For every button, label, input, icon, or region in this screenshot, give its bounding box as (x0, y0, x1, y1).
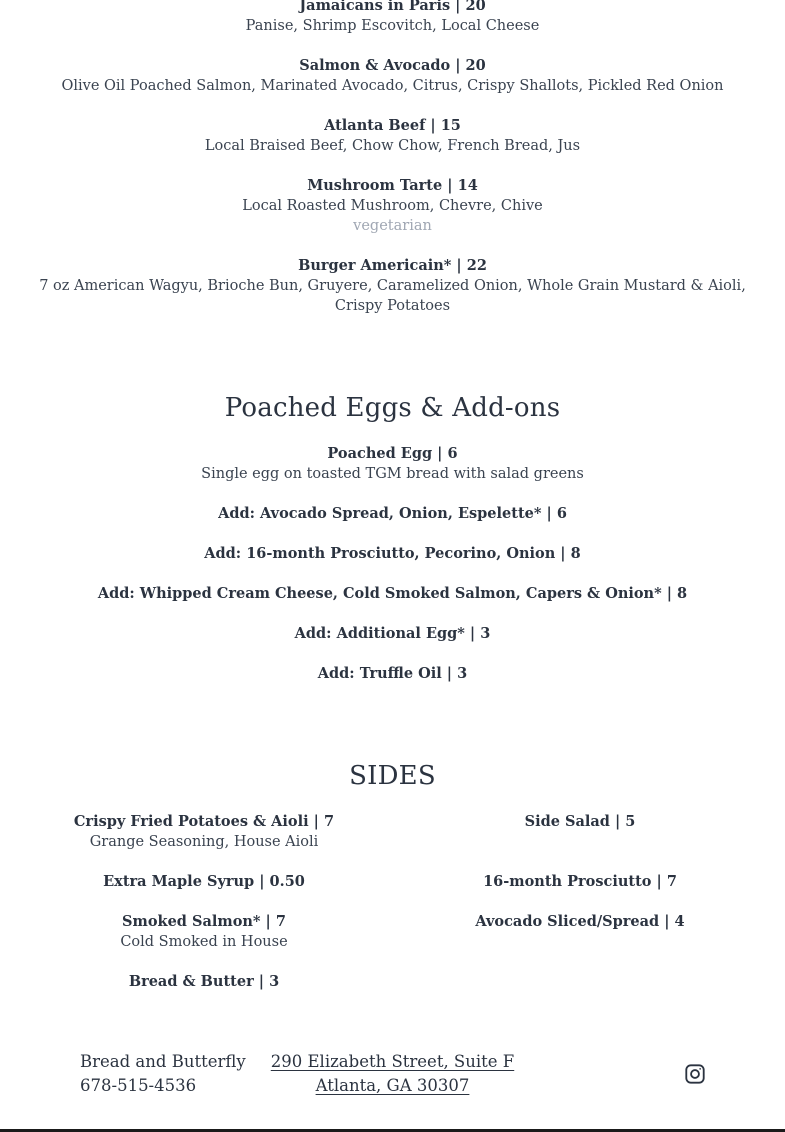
section-heading-sides: SIDES (349, 761, 436, 791)
menu-item-addon-egg (0, 624, 785, 644)
menu-item-addon-truffle-oil (0, 664, 785, 684)
side-item-description: Grange Seasoning, House Aioli (89, 834, 319, 850)
side-item-title: 16-month Prosciutto | 7 (483, 873, 677, 890)
side-item-description: Cold Smoked in House (120, 934, 288, 950)
menu-item-addon-salmon (0, 584, 785, 604)
side-item-bread-butter (14, 972, 394, 992)
menu-item-description-cont: Crispy Potatoes (334, 298, 451, 314)
menu-item-title: Poached Egg | 6 (327, 445, 458, 462)
side-item-side-salad (390, 812, 770, 832)
address-link-line2 (0, 1074, 785, 1098)
side-item-maple-syrup (14, 872, 394, 892)
menu-item-addon-avocado (0, 504, 785, 524)
menu-item-burger-americain (0, 256, 785, 316)
menu-item-description: Single egg on toasted TGM bread with salad greens (201, 466, 584, 482)
side-item-title: Extra Maple Syrup | 0.50 (103, 873, 305, 890)
menu-item-addon-prosciutto (0, 544, 785, 564)
business-name: Bread and Butterfly (80, 1052, 246, 1071)
side-item-title: Avocado Sliced/Spread | 4 (475, 913, 685, 930)
menu-item-description: Olive Oil Poached Salmon, Marinated Avocado, Citrus, Crispy Shallots, Pickled Red Onion (61, 78, 724, 94)
side-item-title: Side Salad | 5 (524, 813, 636, 830)
menu-item-title: Add: Whipped Cream Cheese, Cold Smoked Salmon, Capers & Onion* | 8 (97, 585, 688, 602)
phone-number: 678-515-4536 (80, 1076, 197, 1095)
menu-item-title: Atlanta Beef | 15 (324, 117, 461, 134)
menu-item-atlanta-beef (0, 116, 785, 156)
dietary-note: vegetarian (353, 218, 432, 234)
section-heading-poached-eggs: Poached Eggs & Add-ons (224, 393, 561, 423)
menu-item-title: Add: Truffle Oil | 3 (317, 665, 468, 682)
menu-item-description: Local Roasted Mushroom, Chevre, Chive (242, 198, 543, 214)
menu-item-salmon-avocado (0, 56, 785, 96)
side-item-title: Crispy Fried Potatoes & Aioli | 7 (73, 813, 335, 830)
menu-item-title: Burger Americain* | 22 (298, 257, 487, 274)
menu-item-title: Mushroom Tarte | 14 (307, 177, 478, 194)
instagram-icon[interactable] (684, 1063, 706, 1085)
menu-item-title: Add: 16-month Prosciutto, Pecorino, Onion | 8 (204, 545, 581, 562)
menu-item-description: Panise, Shrimp Escovitch, Local Cheese (245, 18, 540, 34)
side-item-avocado (390, 912, 770, 932)
side-item-smoked-salmon (14, 912, 394, 952)
side-item-prosciutto (390, 872, 770, 892)
menu-item-title: Jamaicans in Paris | 20 (299, 0, 486, 14)
address-link-line1 (0, 1050, 785, 1074)
side-item-crispy-potatoes (14, 812, 394, 852)
menu-item-title: Add: Avocado Spread, Onion, Espelette* | 6 (218, 505, 567, 522)
menu-item-title: Add: Additional Egg* | 3 (294, 625, 491, 642)
side-item-title: Smoked Salmon* | 7 (122, 913, 286, 930)
menu-item-description: 7 oz American Wagyu, Brioche Bun, Gruyere, Caramelized Onion, Whole Grain Mustard & Aioli, (39, 278, 746, 294)
menu-item-poached-egg (0, 444, 785, 484)
menu-item-jamaicans-in-paris (0, 0, 785, 36)
menu-item-description: Local Braised Beef, Chow Chow, French Bread, Jus (204, 138, 581, 154)
side-item-title: Bread & Butter | 3 (128, 973, 280, 990)
address-street-link[interactable]: 290 Elizabeth Street, Suite F (270, 1052, 515, 1071)
menu-item-title: Salmon & Avocado | 20 (299, 57, 486, 74)
menu-item-mushroom-tarte (0, 176, 785, 236)
address-city-link[interactable]: Atlanta, GA 30307 (315, 1076, 470, 1095)
